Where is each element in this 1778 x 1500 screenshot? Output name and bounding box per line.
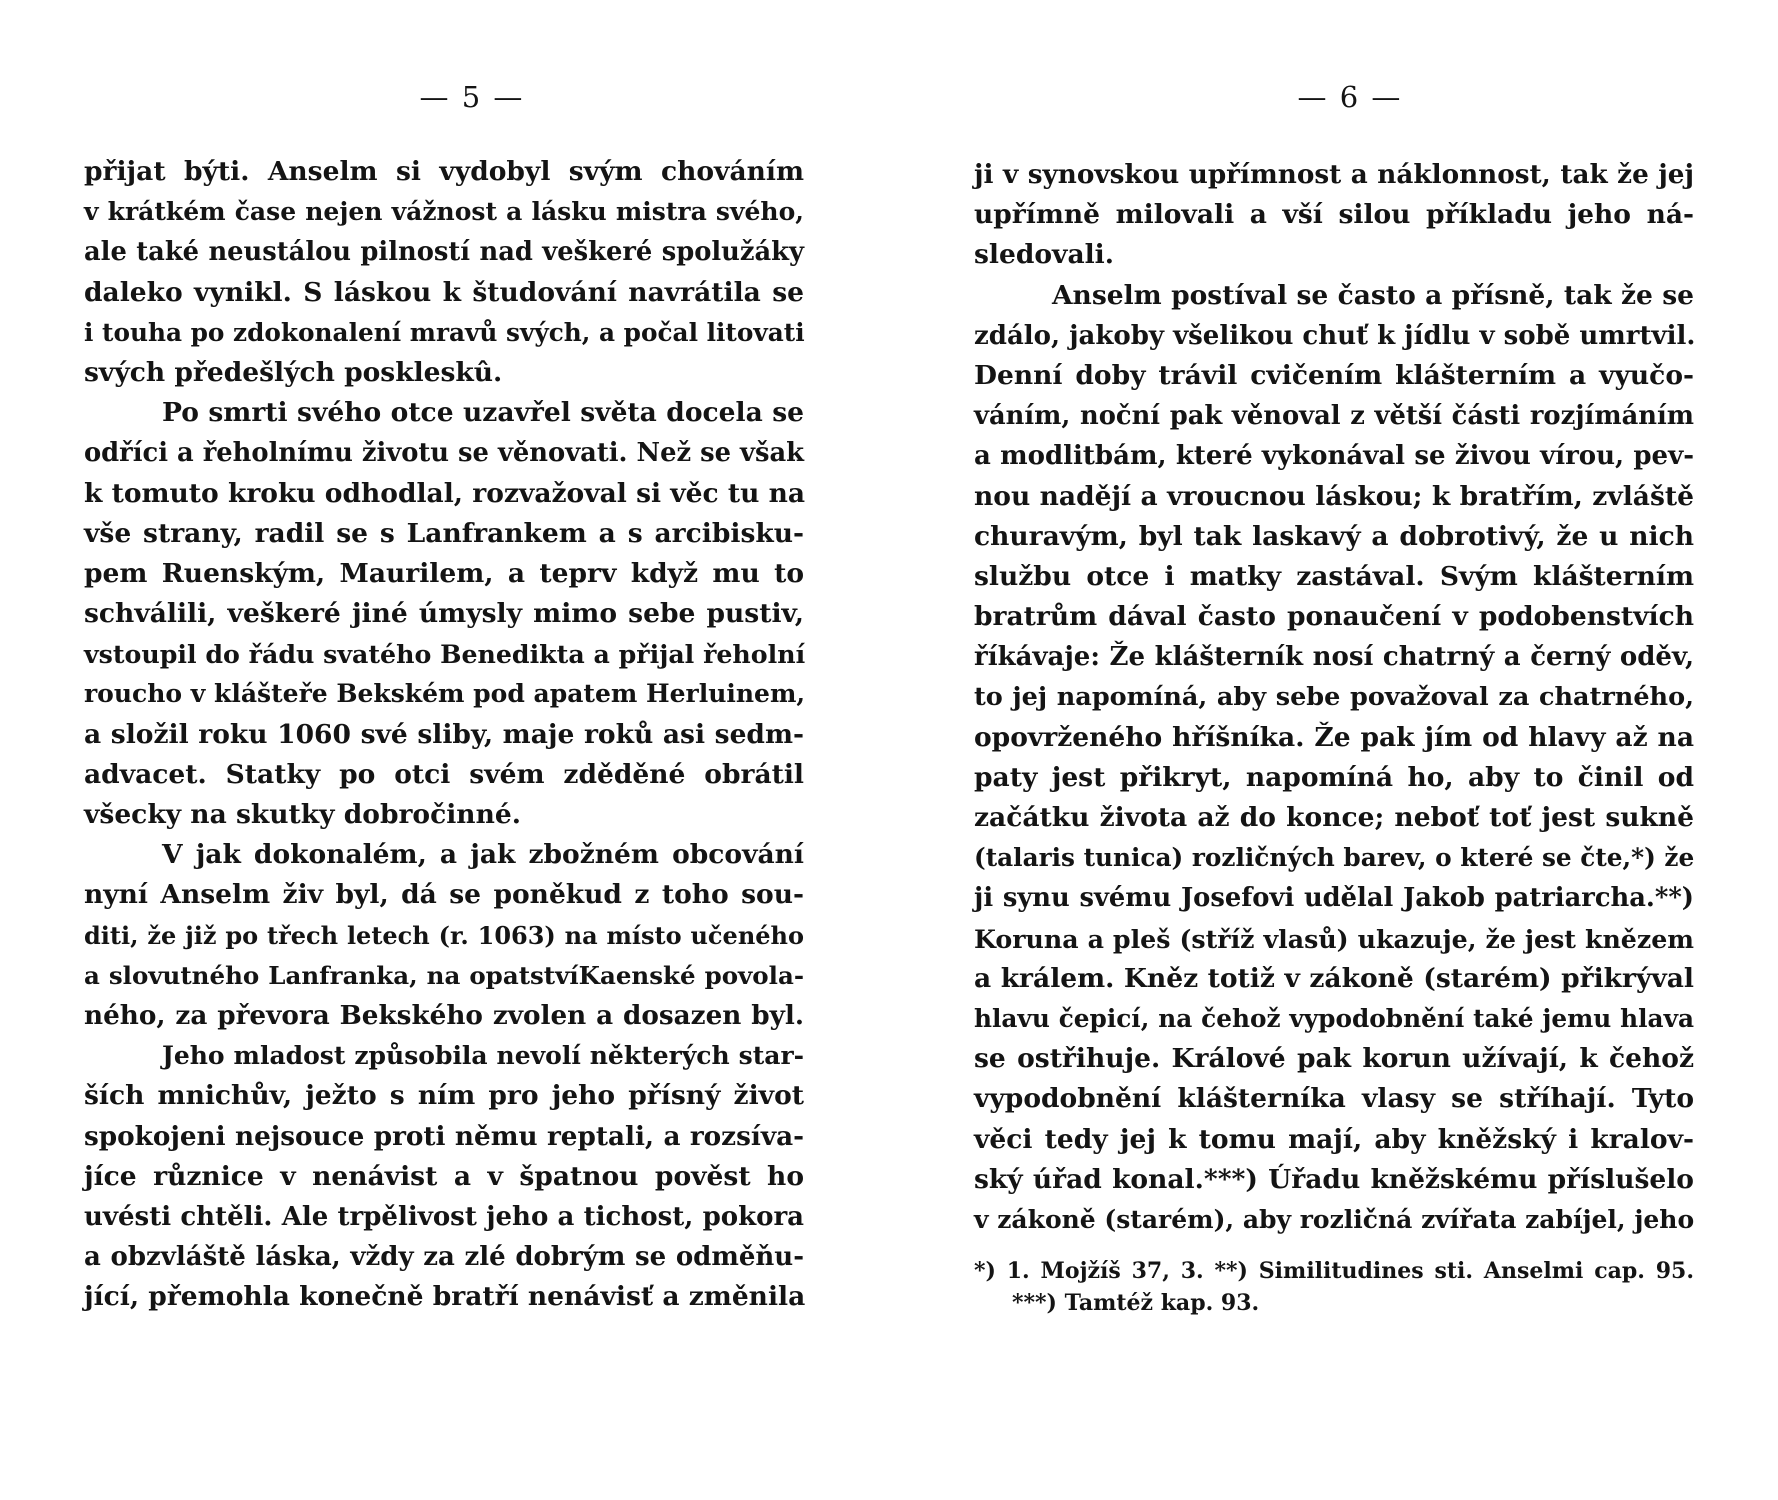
- text-line: uvésti chtěli. Ale trpělivost jeho a tichost, pokora: [84, 1201, 804, 1232]
- text-line: přijat býti. Anselm si vydobyl svým chováním: [84, 156, 804, 187]
- text-line: churavým, byl tak laskavý a dobrotivý, že u nich: [974, 520, 1694, 552]
- text-line: i touha po zdokonalení mravů svých, a počal litovati: [84, 317, 805, 347]
- text-line: Po smrti svého otce uzavřel světa docela se: [162, 397, 804, 429]
- text-line: Anselm postíval se často a přísně, tak že se: [1052, 279, 1694, 311]
- body-text: [974, 155, 1694, 1240]
- text-line: sledovali.: [974, 239, 1114, 271]
- footnote-line: ***) Tamtéž kap. 93.: [1012, 1290, 1260, 1316]
- text-line: se ostřihuje. Králové pak korun užívají, k čehož: [974, 1043, 1694, 1075]
- text-line: a modlitbám, které vykonával se živou vírou, pev-: [974, 441, 1694, 472]
- text-line: váním, noční pak věnoval z větší části rozjímáním: [974, 401, 1694, 432]
- text-line: říkávaje: Že klášterník nosí chatrný a černý oděv,: [974, 642, 1694, 673]
- text-line: roucho v klášteře Bekském pod apatem Herluinem,: [84, 679, 806, 709]
- text-line: vše strany, radil se s Lanfrankem a s arcibisku-: [84, 517, 804, 549]
- text-line: schválili, veškeré jiné úmysly mimo sebe pustiv,: [84, 598, 804, 630]
- text-line: diti, že již po třech letech (r. 1063) na místo učeného: [84, 920, 804, 950]
- text-line: Denní doby trávil cvičením klášterním a vyučo-: [974, 359, 1694, 391]
- text-line: ného, za převora Bekského zvolen a dosazen byl.: [84, 999, 804, 1031]
- page-number: — 6 —: [1297, 80, 1403, 114]
- text-line: V jak dokonalém, a jak zbožném obcování: [162, 839, 804, 871]
- text-line: a králem. Kněz totiž v zákoně (starém) přikrýval: [974, 962, 1694, 994]
- text-line: jíce různice v nenávist a v špatnou pověst ho: [84, 1160, 804, 1192]
- text-line: zdálo, jakoby všelikou chuť k jídlu v sobě umrtvil.: [974, 320, 1696, 351]
- text-line: věci tedy jej k tomu mají, aby kněžský i kralov-: [974, 1123, 1694, 1155]
- text-line: začátku života až do konce; neboť toť jest sukně: [974, 802, 1694, 833]
- text-line: ji synu svému Josefovi udělal Jakob patriarcha.**): [974, 883, 1694, 914]
- footnote-line: *) 1. Mojžíš 37, 3. **) Similitudines sti. Anselmi cap. 95.: [974, 1258, 1694, 1284]
- text-line: nou nadějí a vroucnou láskou; k bratřím, zvláště: [974, 480, 1694, 512]
- text-line: ji v synovskou upřímnost a náklonnost, tak že jej: [974, 159, 1694, 190]
- text-line: nyní Anselm živ byl, dá se poněkud z toho sou-: [84, 879, 804, 911]
- text-line: hlavu čepicí, na čehož vypodobnění také jemu hlava: [974, 1003, 1694, 1033]
- page-number: — 5 —: [419, 80, 525, 114]
- text-line: daleko vynikl. S láskou k študování navrátila se: [84, 276, 804, 308]
- text-line: paty jest přikryt, napomíná ho, aby to činil od: [974, 761, 1694, 793]
- text-line: spokojeni nejsouce proti němu reptali, a rozsíva-: [84, 1120, 804, 1152]
- footnotes: [974, 1255, 1694, 1319]
- text-line: Jeho mladost způsobila nevolí některých star-: [162, 1041, 804, 1071]
- text-line: ších mnichův, ježto s ním pro jeho přísný život: [84, 1080, 804, 1112]
- text-line: vypodobnění klášterníka vlasy se stříhají. Tyto: [974, 1083, 1694, 1115]
- text-line: a složil roku 1060 své sliby, maje roků asi sedm-: [84, 718, 804, 750]
- text-line: a obzvláště láska, vždy za zlé dobrým se odměňu-: [84, 1242, 804, 1273]
- text-line: v zákoně (starém), aby rozličná zvířata zabíjel, jeho: [974, 1204, 1695, 1234]
- text-line: vstoupil do řádu svatého Benedikta a přijal řeholní: [84, 639, 806, 670]
- body-text: [84, 152, 804, 1317]
- text-line: pem Ruenským, Maurilem, a teprv když mu to: [84, 557, 804, 589]
- text-line: to jej napomíná, aby sebe považoval za chatrného,: [974, 682, 1694, 713]
- text-line: advacet. Statky po otci svém zděděné obrátil: [84, 758, 804, 790]
- text-line: opovrženého hříšníka. Že pak jím od hlavy až na: [974, 721, 1694, 753]
- text-line: k tomuto kroku odhodlal, rozvažoval si věc tu na: [84, 477, 806, 509]
- text-line: upřímně milovali a vší silou příkladu jeho ná-: [974, 199, 1694, 231]
- text-line: všecky na skutky dobročinné.: [84, 799, 521, 830]
- text-line: Koruna a pleš (stříž vlasů) ukazuje, že jest knězem: [974, 923, 1694, 954]
- text-line: odříci a řeholnímu životu se věnovati. Než se však: [84, 438, 804, 469]
- text-line: službu otce i matky zastával. Svým klášterním: [974, 560, 1694, 592]
- text-line: ale také neustálou pilností nad veškeré spolužáky: [84, 237, 804, 268]
- text-line: bratrům dával často ponaučení v podobenstvích: [974, 601, 1694, 633]
- text-line: v krátkém čase nejen vážnost a lásku mistra svého,: [84, 197, 804, 227]
- text-line: svých předešlých poskleskû.: [84, 356, 503, 388]
- text-line: (talaris tunica) rozličných barev, o které se čte,*) že: [974, 843, 1695, 873]
- text-line: ský úřad konal.***) Úřadu kněžskému příslušelo: [974, 1163, 1694, 1195]
- text-line: a slovutného Lanfranka, na opatstvíKaenské povola-: [84, 960, 804, 990]
- text-line: jící, přemohla konečně bratří nenávisť a změnila: [84, 1281, 806, 1313]
